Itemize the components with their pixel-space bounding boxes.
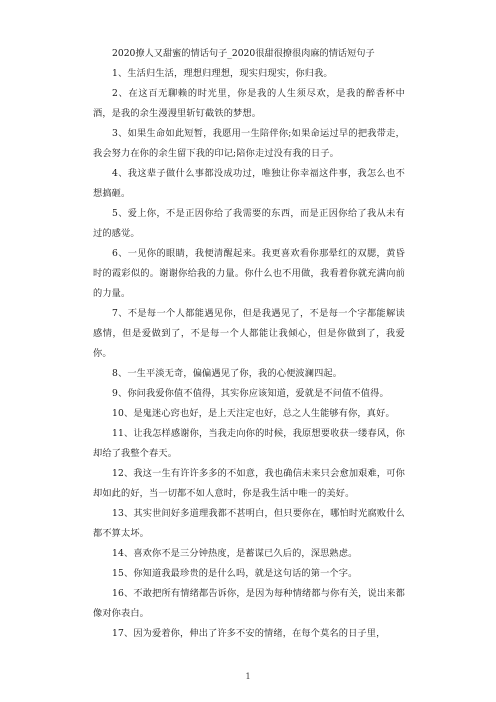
paragraph-9: 9、你问我爱你值不值得，其实你应该知道，爱就是不问值不值得。: [112, 388, 389, 399]
paragraph-6: 6、一见你的眼睛，我便清醒起来。我更喜欢看你那晕红的双腮，黄昏时的霞彩似的。谢谢你给我的力量。你什么也不用做，我看着你就充满向前的力量。: [93, 248, 405, 299]
paragraph-14: 14、喜欢你不是三分钟热度，是蓄谋已久后的，深思熟虑。: [112, 548, 358, 559]
paragraph-3: 3、如果生命如此短暂，我愿用一生陪伴你;如果命运过早的把我带走，我会努力在你的余生留下我的印记;陪你走过没有我的日子。: [93, 128, 405, 159]
document-body: [93, 44, 405, 644]
paragraph-8: 8、一生平淡无奇，偏偏遇见了你，我的心便波澜四起。: [112, 368, 343, 379]
paragraph-13: 13、其实世间好多道理我都不甚明白，但只要你在，哪怕时光腐败什么都不算太坏。: [93, 508, 405, 539]
paragraph-11: 11、让我怎样感谢你，当我走向你的时候，我原想要收获一缕春风，你却给了我整个春天。: [93, 428, 405, 459]
paragraph-5: 5、爱上你，不是正因你给了我需要的东西，而是正因你给了我从未有过的感觉。: [93, 208, 405, 239]
paragraph-16: 16、不敢把所有情绪都告诉你，是因为每种情绪都与你有关，说出来都像对你表白。: [93, 588, 405, 619]
paragraph-2: 2、在这百无聊赖的时光里，你是我的人生须尽欢，是我的醉香杯中酒，是我的余生漫漫里斩钉截铁的梦想。: [93, 88, 405, 119]
document-title: 2020撩人又甜蜜的情话句子_2020很甜很撩很肉麻的情话短句子: [112, 48, 375, 59]
paragraph-10: 10、是鬼迷心窍也好，是上天注定也好，总之人生能够有你，真好。: [112, 408, 395, 419]
paragraph-7: 7、不是每一个人都能遇见你，但是我遇见了，不是每一个字都能解读感情，但是爱做到了，不是每一个人都能让我倾心，但是你做到了，我爱你。: [93, 308, 405, 359]
paragraph-1: 1、生活归生活，理想归理想，现实归现实，你归我。: [112, 68, 333, 79]
paragraph-15: 15、你知道我最珍贵的是什么吗，就是这句话的第一个字。: [112, 568, 358, 579]
paragraph-17: 17、因为爱着你，伸出了许多不安的情绪，在每个莫名的日子里，: [112, 628, 386, 639]
page-number: 1: [245, 672, 251, 681]
paragraph-4: 4、我这辈子做什么事都没成功过，唯独让你幸福这件事，我怎么也不想搞砸。: [93, 168, 405, 199]
paragraph-12: 12、我这一生有许许多多的不如意，我也确信未来只会愈加艰难，可你却如此的好，当一切都不如人意时，你是我生活中唯一的美好。: [93, 468, 405, 499]
